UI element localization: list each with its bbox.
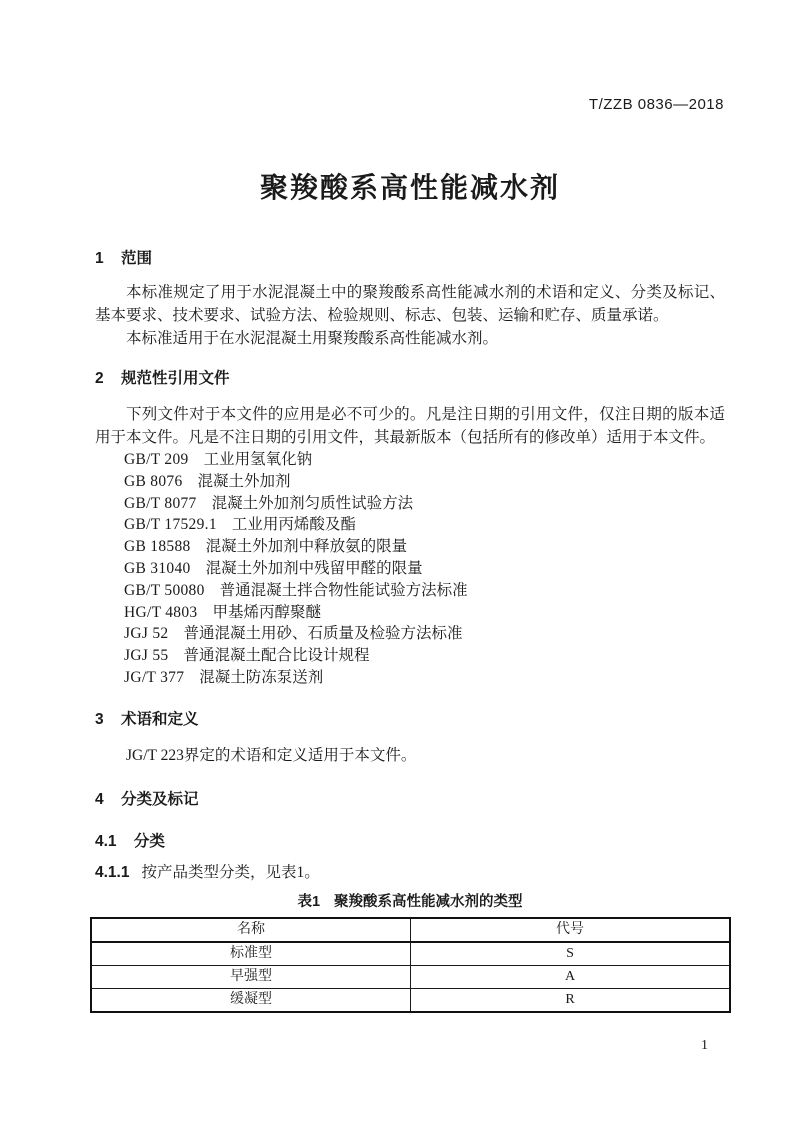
reference-code: GB 18588 — [124, 538, 191, 556]
reference-item — [124, 514, 468, 536]
reference-name: 普通混凝土配合比设计规程 — [183, 647, 370, 665]
table-cell-code: R — [411, 989, 731, 1013]
scope-paragraph-2: 本标准适用于在水泥混凝土用聚羧酸系高性能减水剂。 — [126, 330, 499, 347]
section-2-title: 规范性引用文件 — [120, 370, 230, 387]
reference-name: 混凝土防冻泵送剂 — [199, 668, 324, 686]
section-1-title: 范围 — [120, 250, 152, 267]
reference-item — [124, 449, 468, 471]
reference-code: JGJ 55 — [124, 647, 169, 665]
reference-item — [124, 602, 468, 624]
section-3-title: 术语和定义 — [120, 711, 199, 728]
clause-4-1-1-text: 按产品类型分类，见表1。 — [141, 864, 320, 881]
section-4-1-title: 分类 — [133, 833, 165, 850]
reference-item — [124, 536, 468, 558]
reference-code: GB 31040 — [124, 559, 191, 577]
section-4-1-heading — [95, 829, 165, 851]
section-3-heading — [95, 707, 198, 729]
reference-name: 混凝土外加剂中释放氨的限量 — [205, 538, 408, 556]
table-cell-code: A — [411, 966, 731, 989]
reference-name: 甲基烯丙醇聚醚 — [212, 603, 321, 621]
section-4-heading — [95, 787, 198, 809]
table-row — [91, 989, 730, 1013]
reference-list — [124, 449, 468, 689]
reference-code: HG/T 4803 — [124, 603, 198, 621]
reference-name: 工业用丙烯酸及酯 — [231, 516, 356, 534]
table-cell-name: 缓凝型 — [91, 989, 411, 1013]
table-cell-name: 标准型 — [91, 942, 411, 966]
clause-4-1-1 — [95, 860, 725, 882]
reference-item — [124, 471, 468, 493]
page-number: 1 — [701, 1038, 708, 1053]
reference-item — [124, 493, 468, 515]
section-2-heading — [95, 366, 229, 388]
table1 — [90, 917, 731, 1013]
table-cell-name: 早强型 — [91, 966, 411, 989]
reference-item — [124, 645, 468, 667]
reference-code: JGJ 52 — [124, 625, 169, 643]
reference-item — [124, 623, 468, 645]
section-3-number: 3 — [95, 711, 104, 728]
section-4-title: 分类及标记 — [120, 791, 199, 808]
section-4-number: 4 — [95, 791, 104, 808]
reference-name: 混凝土外加剂中残留甲醛的限量 — [205, 559, 423, 577]
table1-header-name: 名称 — [91, 918, 411, 942]
table-row — [91, 942, 730, 966]
table-cell-code: S — [411, 942, 731, 966]
table-row — [91, 966, 730, 989]
reference-code: GB/T 17529.1 — [124, 516, 217, 534]
table1-header-row — [91, 918, 730, 942]
table1-caption-label: 表1 — [297, 894, 321, 910]
standard-number: T/ZZB 0836—2018 — [588, 96, 724, 113]
table1-header-code: 代号 — [411, 918, 731, 942]
reference-code: GB 8076 — [124, 472, 183, 490]
section-1-number: 1 — [95, 250, 104, 267]
document-title: 聚羧酸系高性能减水剂 — [259, 172, 560, 203]
section-1-heading — [95, 246, 152, 268]
reference-code: JG/T 377 — [124, 668, 185, 686]
section-2-number: 2 — [95, 370, 104, 387]
reference-name: 混凝土外加剂匀质性试验方法 — [211, 494, 414, 512]
references-intro: 下列文件对于本文件的应用是必不可少的。凡是注日期的引用文件，仅注日期的版本适用于本文件。凡是不注日期的引用文件，其最新版本（包括所有的修改单）适用于本文件。 — [95, 406, 725, 446]
scope-paragraph-1: 本标准规定了用于水泥混凝土中的聚羧酸系高性能减水剂的术语和定义、分类及标记、基本要求、技术要求、试验方法、检验规则、标志、包装、运输和贮存、质量承诺。 — [95, 284, 725, 324]
reference-name: 普通混凝土拌合物性能试验方法标准 — [219, 581, 468, 599]
reference-name: 混凝土外加剂 — [197, 472, 291, 490]
reference-code: GB/T 209 — [124, 451, 189, 468]
reference-item — [124, 580, 468, 602]
table1-caption — [95, 890, 725, 911]
section-4-1-number: 4.1 — [95, 833, 117, 850]
reference-name: 工业用氢氧化钠 — [203, 451, 313, 468]
reference-name: 普通混凝土用砂、石质量及检验方法标准 — [183, 625, 463, 643]
reference-code: GB/T 50080 — [124, 581, 205, 599]
table1-caption-text: 聚羧酸系高性能减水剂的类型 — [334, 894, 523, 910]
clause-4-1-1-number: 4.1.1 — [95, 864, 130, 881]
reference-item — [124, 667, 468, 689]
terms-paragraph: JG/T 223界定的术语和定义适用于本文件。 — [126, 747, 417, 764]
reference-item — [124, 558, 468, 580]
reference-code: GB/T 8077 — [124, 494, 197, 512]
